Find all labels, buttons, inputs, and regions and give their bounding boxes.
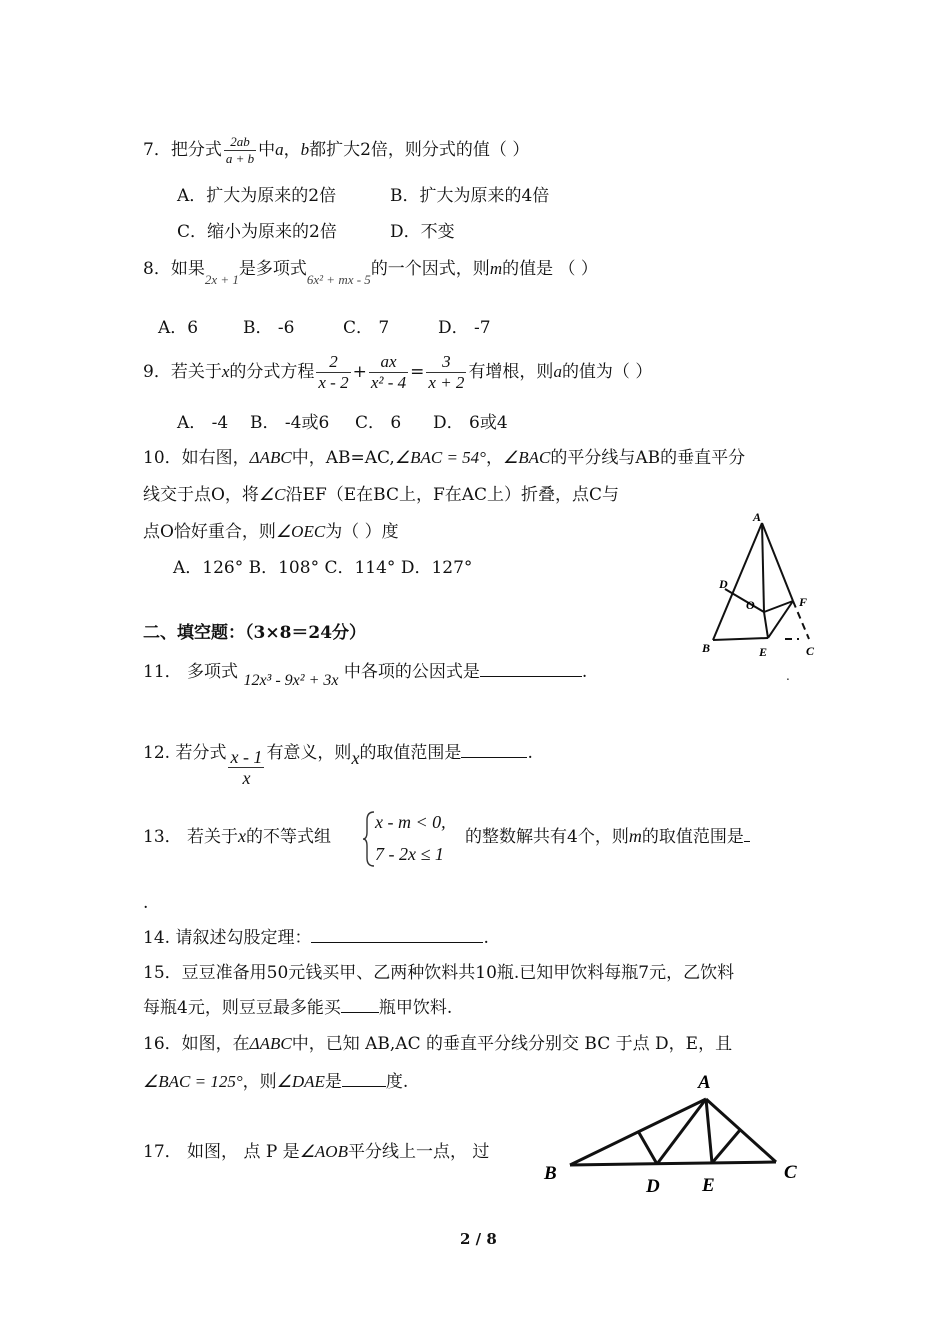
q8-option-c: C． 7 xyxy=(343,318,390,338)
q8-factor: 2x + 1 xyxy=(204,272,239,287)
q16-line1 xyxy=(143,1033,732,1055)
q12-answer-blank[interactable] xyxy=(461,741,527,758)
q9-f2-num: ax xyxy=(369,352,408,373)
perp-bisector-ab xyxy=(638,1131,657,1164)
q7-var-a: a xyxy=(275,140,284,159)
q8-option-d: D． -7 xyxy=(438,318,491,338)
q9-fraction-1 xyxy=(316,352,350,393)
q16-text: 是 xyxy=(324,1072,342,1092)
q9-text: 的分式方程 xyxy=(229,362,315,382)
q10-angle-bac-2: ∠BAC xyxy=(502,448,551,467)
q10-text: 线交于点O，将 xyxy=(143,485,259,505)
q12-period: . xyxy=(527,743,533,763)
q17-angle-aob: ∠AOB xyxy=(299,1142,348,1161)
edge-be xyxy=(713,638,768,640)
q9-var-a: a xyxy=(553,362,562,381)
q9-text: 9．若关于 xyxy=(143,362,222,382)
q7-comma: ， xyxy=(283,140,301,160)
q15-text: 瓶甲饮料. xyxy=(378,998,453,1018)
q14-answer-blank[interactable] xyxy=(311,926,483,943)
q14-stem xyxy=(143,926,489,949)
q9-f3-num: 3 xyxy=(426,352,466,373)
q10-text: 的平分线与AB的垂直平分 xyxy=(550,448,746,468)
q8-text: 的一个因式，则 xyxy=(370,259,490,279)
q9-f2-den: x² - 4 xyxy=(370,373,407,392)
q16-text: ，则 xyxy=(242,1072,277,1092)
q8-polynomial: 6x² + mx - 5 xyxy=(306,272,371,287)
q15-line2 xyxy=(143,996,452,1019)
q12-stem xyxy=(143,733,533,788)
q13-text: 13． 若关于 xyxy=(143,827,239,847)
q10-text: 中，AB=AC, xyxy=(291,448,395,468)
q10-angle-oec: ∠OEC xyxy=(275,522,326,541)
q9-equals: = xyxy=(410,362,425,382)
edge-bc xyxy=(570,1162,776,1165)
q11-text: 11． 多项式 xyxy=(143,662,239,682)
label-a: A xyxy=(698,1072,711,1093)
q8-option-b: B． -6 xyxy=(243,318,295,338)
q7-frac-den: a + b xyxy=(225,151,255,166)
q15-answer-blank[interactable] xyxy=(341,996,379,1013)
label-c: C xyxy=(806,644,815,658)
q7-text: 7．把分式 xyxy=(143,140,222,160)
q17-stem xyxy=(143,1141,489,1163)
q13-text: 的取值范围是 xyxy=(641,827,744,847)
q10-text: 沿EF（E在BC上，F在AC上）折叠，点C与 xyxy=(285,485,620,505)
q7-option-c: C．缩小为原来的2倍 xyxy=(177,222,337,242)
q10-text: 点O恰好重合，则 xyxy=(143,522,276,542)
segment-ae xyxy=(706,1099,712,1163)
q7-text: 都扩大2倍，则分式的值（ ） xyxy=(309,140,530,160)
bisector-ao xyxy=(762,523,764,612)
q12-text: 的取值范围是 xyxy=(359,743,462,763)
q9-option-b: B． -4或6 xyxy=(250,413,330,433)
q16-text: 16．如图，在 xyxy=(143,1034,250,1054)
perp-bisector-ac xyxy=(712,1130,740,1163)
q12-text: 有意义，则 xyxy=(266,743,352,763)
q12-text: 12. 若分式 xyxy=(143,743,227,763)
q10-text: 10．如右图， xyxy=(143,448,250,468)
q10-line1 xyxy=(143,447,745,469)
q16-text: 中，已知 AB,AC 的垂直平分线分别交 BC 于点 D，E，且 xyxy=(291,1034,733,1054)
label-o: O xyxy=(746,598,755,612)
label-a: A xyxy=(753,510,762,524)
q7-text: 中 xyxy=(258,140,276,160)
label-b: B xyxy=(702,641,711,655)
segment-ad xyxy=(657,1099,706,1164)
q17-text: 平分线上一点， 过 xyxy=(347,1142,490,1162)
q16-triangle: ΔABC xyxy=(249,1034,292,1053)
q16-answer-blank[interactable] xyxy=(342,1070,386,1087)
q9-f3-den: x + 2 xyxy=(428,373,465,392)
page-number: 2 / 8 xyxy=(460,1230,497,1248)
q16-angle-dae: ∠DAE xyxy=(276,1072,325,1091)
label-d: D xyxy=(719,577,728,591)
q10-angle-bac: ∠BAC = 54° xyxy=(394,448,486,467)
q11-text: 中各项的公因式是 xyxy=(343,662,480,682)
q10-figure xyxy=(695,505,825,665)
q8-var-m: m xyxy=(489,259,503,278)
q8-text: 是多项式 xyxy=(238,259,307,279)
q7-frac-num: 2ab xyxy=(224,134,256,151)
q13-stem xyxy=(143,825,331,848)
q7-option-d: D．不变 xyxy=(390,222,455,242)
q16-line2 xyxy=(143,1070,408,1093)
q9-text: 有增根，则 xyxy=(468,362,554,382)
q7-option-a: A．扩大为原来的2倍 xyxy=(177,186,337,206)
q9-text: 的值为（ ） xyxy=(561,362,653,382)
label-c: C xyxy=(784,1162,797,1183)
q8-option-a: A．6 xyxy=(158,318,199,338)
q13-inequality-2: 7 - 2x ≤ 1 xyxy=(375,844,444,864)
q7-stem xyxy=(143,134,529,167)
q9-stem xyxy=(143,352,652,393)
q7-option-b: B．扩大为原来的4倍 xyxy=(390,186,550,206)
q9-option-a: A． -4 xyxy=(177,413,229,433)
q16-angle-bac: ∠BAC = 125° xyxy=(143,1072,243,1091)
label-d: D xyxy=(646,1176,660,1197)
q7-var-b: b xyxy=(300,140,310,159)
label-e: E xyxy=(702,1175,715,1196)
q13-text: 的整数解共有4个，则 xyxy=(465,827,629,847)
q9-option-d: D． 6或4 xyxy=(433,413,508,433)
q10-triangle: ΔABC xyxy=(249,448,292,467)
q8-text: 的值是 （ ） xyxy=(502,259,598,279)
stray-dot: . xyxy=(786,669,790,683)
q9-plus: + xyxy=(352,362,367,382)
segment-oe xyxy=(764,612,768,638)
q11-period: . xyxy=(581,662,588,682)
label-f: F xyxy=(799,595,808,609)
q13-inequality-1: x - m < 0, xyxy=(375,812,446,832)
q7-fraction xyxy=(224,134,256,167)
q9-f1-den: x - 2 xyxy=(318,373,349,392)
q13-stem-tail xyxy=(465,825,750,848)
q10-line2 xyxy=(143,484,619,506)
segment-do xyxy=(725,589,764,612)
q10-line3 xyxy=(143,521,399,543)
q8-text: 8．如果 xyxy=(143,259,205,279)
q9-var-x: x xyxy=(221,362,230,381)
q12-frac-den: x xyxy=(242,768,251,788)
q15-text: 每瓶4元，则豆豆最多能买 xyxy=(143,998,341,1018)
q10-text: 为（ ）度 xyxy=(325,522,399,542)
q12-var-x: x xyxy=(351,748,360,768)
q9-fraction-2 xyxy=(369,352,408,393)
q9-fraction-3 xyxy=(426,352,466,393)
q10-options: A．126° B．108° C．114° D．127° xyxy=(173,558,473,578)
q9-f1-num: 2 xyxy=(316,352,350,373)
q13-answer-blank[interactable] xyxy=(744,825,750,842)
q13-var-x: x xyxy=(238,826,247,846)
q12-fraction xyxy=(228,747,264,788)
q16-figure xyxy=(538,1066,813,1200)
q14-period: . xyxy=(483,928,489,948)
q13-var-m: m xyxy=(628,826,642,846)
q17-text: 17． 如图， 点 P 是 xyxy=(143,1142,300,1162)
q12-frac-num: x - 1 xyxy=(230,747,263,767)
q13-text: 的不等式组 xyxy=(246,827,332,847)
q11-polynomial: 12x³ - 9x² + 3x xyxy=(243,672,339,689)
edge-af xyxy=(762,523,793,601)
q15-line1: 15．豆豆准备用50元钱买甲、乙两种饮料共10瓶.已知甲饮料每瓶7元，乙饮料 xyxy=(143,963,735,983)
q13-trailing-dot: . xyxy=(143,893,149,913)
q10-angle-c: ∠C xyxy=(258,485,286,504)
q8-stem xyxy=(143,258,598,287)
q11-stem xyxy=(143,660,588,689)
q9-option-c: C． 6 xyxy=(355,413,402,433)
q14-text: 14. 请叙述勾股定理： xyxy=(143,928,312,948)
label-b: B xyxy=(544,1163,557,1184)
label-e: E xyxy=(759,645,768,659)
edge-ac xyxy=(706,1099,776,1162)
section-2-title: 二、填空题：（3×8＝24分） xyxy=(143,623,367,643)
q11-answer-blank[interactable] xyxy=(480,660,582,677)
q16-text: 度. xyxy=(385,1072,409,1092)
q13-brace xyxy=(362,810,376,868)
q10-text: ， xyxy=(485,448,503,468)
